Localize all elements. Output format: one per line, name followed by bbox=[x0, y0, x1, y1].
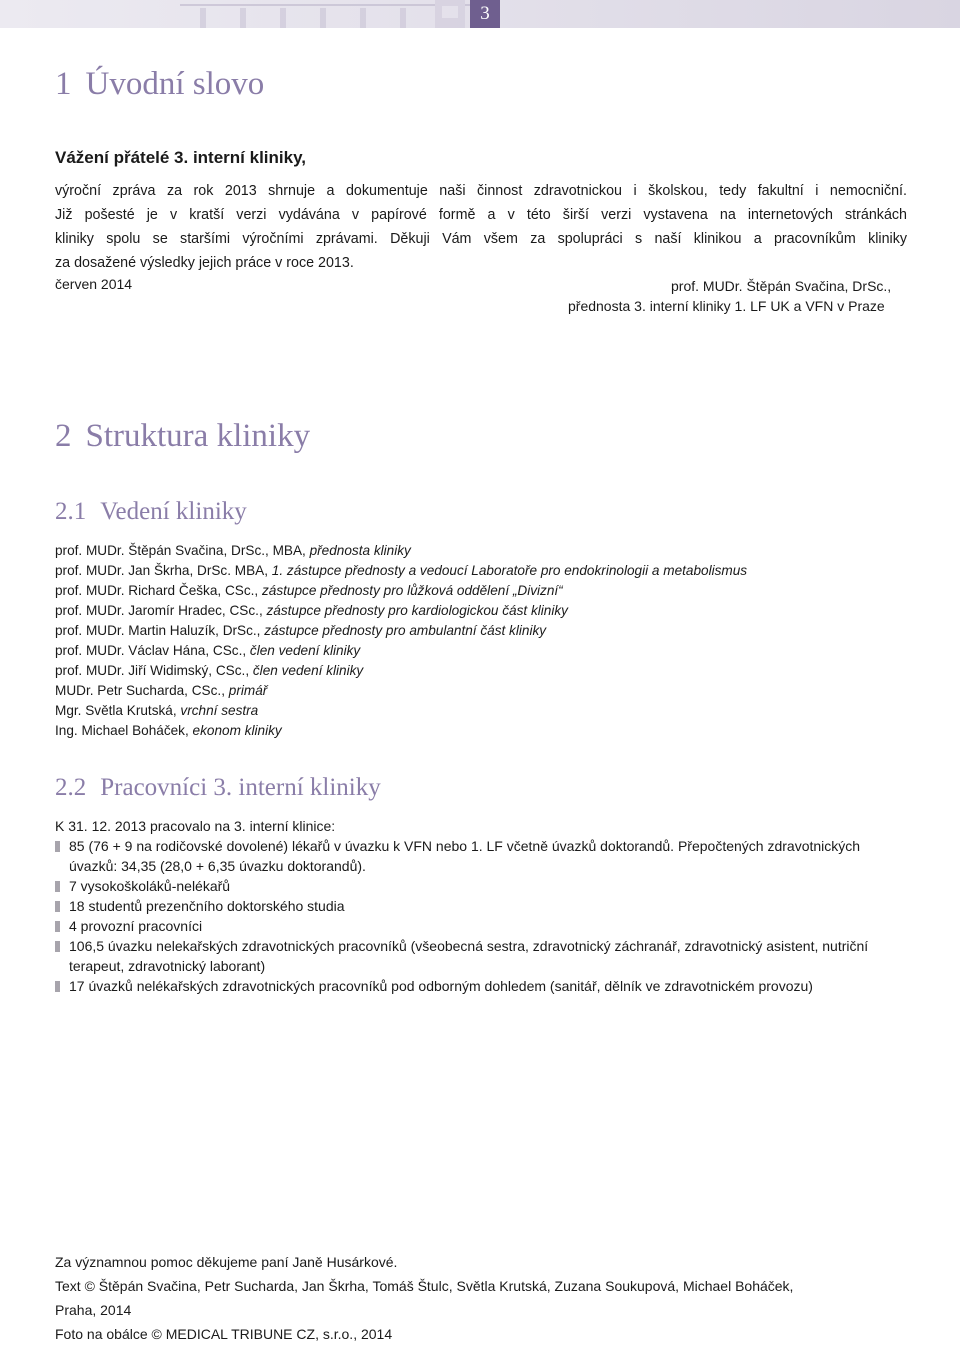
section-2-number: 2 bbox=[55, 418, 72, 454]
subsection-2-1-number: 2.1 bbox=[55, 498, 87, 525]
intro-line-3: kliniky spolu se staršími výročními zprávami. Děkuji Vám všem za spolupráci s naší klinikou a pracovníkům kliniky bbox=[55, 231, 907, 247]
intro-line-2: Již pošesté je v kratší verzi vydávána v papírové formě a v této širší verzi vystavena na internetových stránkách bbox=[55, 207, 907, 223]
subsection-2-2-number: 2.2 bbox=[55, 774, 87, 801]
staff-intro: K 31. 12. 2013 pracovalo na 3. interní klinice: bbox=[55, 818, 336, 834]
staff-list bbox=[55, 836, 907, 996]
subsection-2-1-title: Vedení kliniky bbox=[100, 498, 247, 525]
subsection-2-2-title: Pracovníci 3. interní kliniky bbox=[100, 774, 381, 801]
intro-paragraph bbox=[55, 179, 907, 275]
list-item: 85 (76 + 9 na rodičovské dovolené) lékařů v úvazku k VFN nebo 1. LF včetně úvazků doktorandů. Přepočtených zdravotnických úvazků: 34,35 (28,0 + 6,35 úvazku doktorandů). bbox=[55, 836, 907, 876]
list-item: 18 studentů prezenčního doktorského studia bbox=[55, 896, 907, 916]
page-number: 3 bbox=[470, 0, 500, 28]
date: červen 2014 bbox=[55, 276, 133, 292]
list-item: 106,5 úvazku nelekařských zdravotnických pracovníků (všeobecná sestra, zdravotnický záchranář, zdravotnický asistent, nutriční terapeut, zdravotnický laborant) bbox=[55, 936, 907, 976]
signature-name: prof. MUDr. Štěpán Svačina, DrSc., bbox=[671, 278, 892, 294]
leadership-list bbox=[55, 541, 747, 741]
section-2-title: Struktura kliniky bbox=[85, 418, 311, 454]
list-item: 4 provozní pracovníci bbox=[55, 916, 907, 936]
footer-photo-credit: Foto na obálce © MEDICAL TRIBUNE CZ, s.r.o., 2014 bbox=[55, 1326, 393, 1342]
subsection-2-2-heading bbox=[55, 774, 381, 802]
greeting: Vážení přátelé 3. interní kliniky, bbox=[55, 148, 306, 167]
list-item: prof. MUDr. Jaromír Hradec, CSc., zástupce přednosty pro kardiologickou část kliniky bbox=[55, 603, 568, 618]
list-item: prof. MUDr. Štěpán Svačina, DrSc., MBA, přednosta kliniky bbox=[55, 543, 411, 558]
header-banner bbox=[0, 0, 960, 28]
footer-credits bbox=[55, 1250, 793, 1346]
list-item: 7 vysokoškoláků-nelékařů bbox=[55, 876, 907, 896]
footer-place-year: Praha, 2014 bbox=[55, 1302, 132, 1318]
signature bbox=[568, 276, 908, 316]
list-item: Ing. Michael Boháček, ekonom kliniky bbox=[55, 723, 282, 738]
list-item: prof. MUDr. Václav Hána, CSc., člen vedení kliniky bbox=[55, 643, 361, 658]
section-2-heading bbox=[55, 418, 310, 455]
list-item: prof. MUDr. Jiří Widimský, CSc., člen vedení kliniky bbox=[55, 663, 364, 678]
section-1-heading bbox=[55, 66, 264, 103]
section-1-title: Úvodní slovo bbox=[85, 66, 265, 102]
list-item: Mgr. Světla Krutská, vrchní sestra bbox=[55, 703, 259, 718]
list-item: prof. MUDr. Martin Haluzík, DrSc., zástupce přednosty pro ambulantní část kliniky bbox=[55, 623, 547, 638]
list-item: 17 úvazků nelékařských zdravotnických pracovníků pod odborným dohledem (sanitář, dělník ve zdravotnickém provozu) bbox=[55, 976, 907, 996]
footer-text-credit: Text © Štěpán Svačina, Petr Sucharda, Jan Škrha, Tomáš Štulc, Světla Krutská, Zuzana Soukupová, Michael Boháček, bbox=[55, 1278, 794, 1294]
intro-line-4: za dosažené výsledky jejich práce v roce 2013. bbox=[55, 255, 354, 271]
subsection-2-1-heading bbox=[55, 498, 247, 526]
section-1-number: 1 bbox=[55, 66, 72, 102]
list-item: prof. MUDr. Jan Škrha, DrSc. MBA, 1. zástupce přednosty a vedoucí Laboratoře pro endokrinologii a metabolismus bbox=[55, 563, 748, 578]
footer-thanks: Za významnou pomoc děkujeme paní Janě Husárkové. bbox=[55, 1254, 398, 1270]
intro-line-1: výroční zpráva za rok 2013 shrnuje a dokumentuje naši činnost zdravotnickou i školskou, tedy fakultní i nemocniční. bbox=[55, 183, 907, 199]
list-item: prof. MUDr. Richard Češka, CSc., zástupce přednosty pro lůžková oddělení „Divizní“ bbox=[55, 583, 563, 598]
list-item: MUDr. Petr Sucharda, CSc., primář bbox=[55, 683, 268, 698]
signature-role: přednosta 3. interní kliniky 1. LF UK a VFN v Praze bbox=[568, 298, 885, 314]
building-decoration bbox=[180, 0, 470, 28]
